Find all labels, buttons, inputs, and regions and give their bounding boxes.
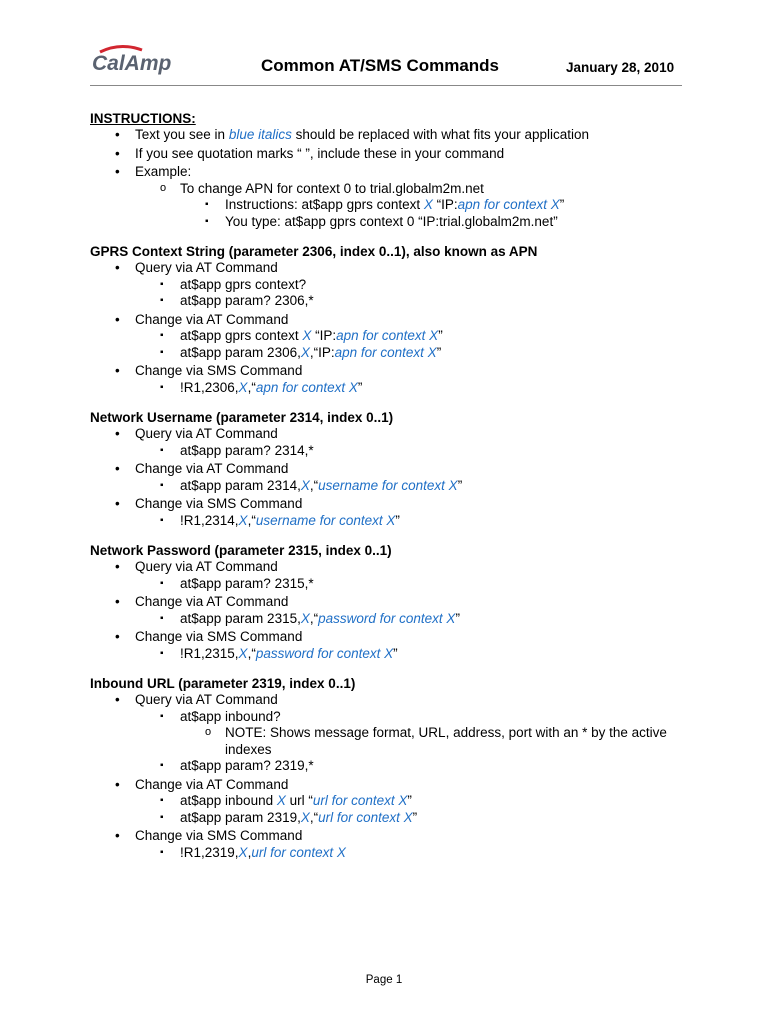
document-title: Common AT/SMS Commands — [261, 56, 500, 75]
list-item: ▪ at$app inbound? o NOTE: Shows message format, URL, address, port with an * by the active indexes — [90, 709, 690, 759]
instructions-heading: INSTRUCTIONS: — [90, 111, 196, 126]
list-item: ▪ at$app param 2319,X,“url for context X” — [90, 810, 690, 827]
instructions-list — [90, 127, 690, 230]
list-item: ▪ at$app param? 2314,* — [90, 443, 690, 460]
username-heading: Network Username (parameter 2314, index 0..1) — [90, 410, 394, 425]
calamp-logo — [90, 44, 185, 76]
gprs-section — [90, 243, 690, 396]
list-item: ▪ at$app gprs context? — [90, 277, 690, 294]
list-item: ▪ at$app param 2315,X,“password for context X” — [90, 611, 690, 628]
list-item: • Query via AT Command ▪ at$app param? 2314,* — [90, 426, 690, 459]
list-item: ▪ !R1,2319,X,url for context X — [90, 845, 690, 862]
list-item: ▪ at$app inbound X url “url for context X” — [90, 793, 690, 810]
list-item: ▪ at$app param? 2315,* — [90, 576, 690, 593]
svg-text:CalAmp: CalAmp — [92, 52, 172, 75]
page-header — [0, 0, 768, 100]
password-section — [90, 542, 690, 662]
list-item: • If you see quotation marks “ ”, include these in your command — [90, 146, 690, 163]
list-item: • Change via AT Command ▪ at$app param 2314,X,“username for context X” — [90, 461, 690, 494]
list-item: • Change via SMS Command ▪ !R1,2314,X,“username for context X” — [90, 496, 690, 529]
header-divider — [90, 85, 682, 86]
list-item: • Query via AT Command ▪ at$app inbound? o NOTE: Shows message format, URL, address, port with an * by the active indexes ▪ at$app param? 2319,* — [90, 692, 690, 775]
list-item: • Change via AT Command ▪ at$app inbound X url “url for context X” ▪ at$app param 2319,X,“url for context X” — [90, 777, 690, 827]
list-item: ▪ at$app param? 2319,* — [90, 758, 690, 775]
list-item: • Change via SMS Command ▪ !R1,2306,X,“apn for context X” — [90, 363, 690, 396]
list-item: • Text you see in blue italics should be replaced with what fits your application — [90, 127, 690, 144]
list-item: o NOTE: Shows message format, URL, address, port with an * by the active indexes — [90, 725, 690, 758]
list-item: • Change via SMS Command ▪ !R1,2315,X,“password for context X” — [90, 629, 690, 662]
inbound-heading: Inbound URL (parameter 2319, index 0..1) — [90, 676, 356, 691]
list-item: ▪ !R1,2306,X,“apn for context X” — [90, 380, 690, 397]
password-heading: Network Password (parameter 2315, index 0..1) — [90, 543, 392, 558]
list-item: ▪ You type: at$app gprs context 0 “IP:trial.globalm2m.net” — [90, 214, 690, 231]
page-number: Page 1 — [365, 974, 403, 986]
list-item: • Query via AT Command ▪ at$app gprs context? ▪ at$app param? 2306,* — [90, 260, 690, 310]
document-date: January 28, 2010 — [566, 60, 675, 75]
list-item: ▪ at$app param 2314,X,“username for context X” — [90, 478, 690, 495]
gprs-heading: GPRS Context String (parameter 2306, index 0..1), also known as APN — [90, 244, 538, 259]
list-item: ▪ !R1,2315,X,“password for context X” — [90, 646, 690, 663]
list-item: ▪ !R1,2314,X,“username for context X” — [90, 513, 690, 530]
username-section — [90, 409, 690, 529]
list-item: • Example: o To change APN for context 0 to trial.globalm2m.net ▪ Instructions: at$app gprs context X “IP:apn for context X” ▪ You type: at$app gprs context 0 “IP:trial.globalm2m.net” — [90, 164, 690, 230]
list-item: • Query via AT Command ▪ at$app param? 2315,* — [90, 559, 690, 592]
list-item: ▪ Instructions: at$app gprs context X “IP:apn for context X” — [90, 197, 690, 214]
list-item: • Change via AT Command ▪ at$app gprs context X “IP:apn for context X” ▪ at$app param 2306,X,“IP:apn for context X” — [90, 312, 690, 362]
list-item: ▪ at$app param? 2306,* — [90, 293, 690, 310]
list-item: • Change via AT Command ▪ at$app param 2315,X,“password for context X” — [90, 594, 690, 627]
document-body — [90, 108, 690, 861]
list-item: ▪ at$app gprs context X “IP:apn for context X” — [90, 328, 690, 345]
list-item: ▪ at$app param 2306,X,“IP:apn for context X” — [90, 345, 690, 362]
inbound-section — [90, 675, 690, 861]
list-item: o To change APN for context 0 to trial.globalm2m.net ▪ Instructions: at$app gprs context X “IP:apn for context X” ▪ You type: at$app gprs context 0 “IP:trial.globalm2m.net” — [90, 181, 690, 231]
list-item: • Change via SMS Command ▪ !R1,2319,X,url for context X — [90, 828, 690, 861]
